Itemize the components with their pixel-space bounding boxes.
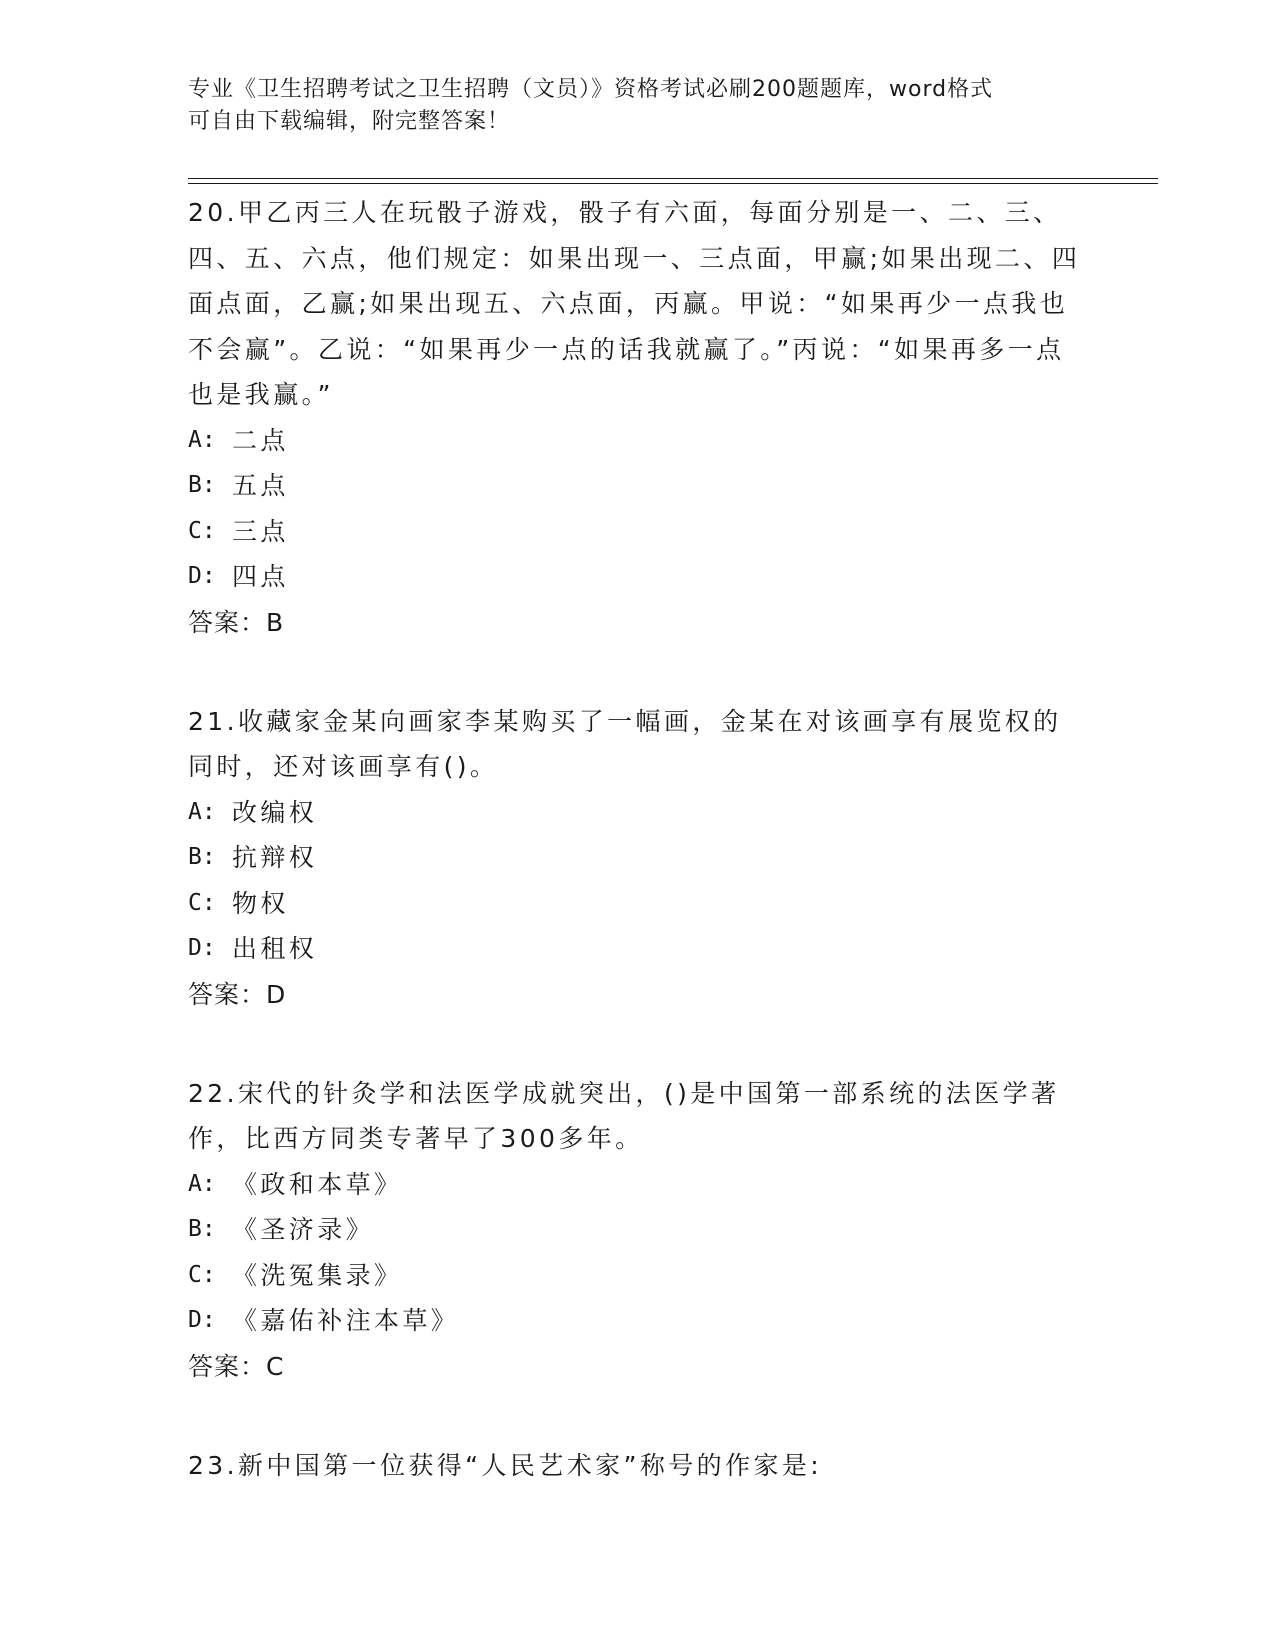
question-21 <box>188 699 1088 1018</box>
option-key: C: <box>188 1261 216 1288</box>
option-a <box>188 418 1088 464</box>
option-text: 抗辩权 <box>232 843 318 872</box>
question-stem: 23.新中国第一位获得“人民艺术家”称号的作家是: <box>188 1450 823 1480</box>
option-text: 出租权 <box>232 934 318 963</box>
question-20 <box>188 190 1088 646</box>
option-text: 改编权 <box>232 797 318 827</box>
answer-line: 答案：D <box>188 979 287 1009</box>
option-key: D: <box>188 563 216 589</box>
option-a <box>188 790 1088 836</box>
question-22 <box>188 1071 1088 1390</box>
option-text: 《嘉佑补注本草》 <box>232 1306 460 1335</box>
option-c <box>188 881 1088 927</box>
option-key: D: <box>188 935 216 961</box>
option-text: 二点 <box>232 425 289 455</box>
option-d <box>188 554 1088 600</box>
option-b <box>188 463 1088 509</box>
option-b <box>188 835 1088 881</box>
option-text: 《圣济录》 <box>232 1215 375 1244</box>
question-23 <box>188 1443 1088 1489</box>
option-text: 物权 <box>232 888 289 918</box>
option-c <box>188 1253 1088 1299</box>
question-stem: 22.宋代的针灸学和法医学成就突出，()是中国第一部系统的法医学著作，比西方同类专著早了300多年。 <box>188 1078 1060 1153</box>
option-key: A: <box>188 426 216 453</box>
option-d <box>188 926 1088 972</box>
option-key: A: <box>188 1170 216 1197</box>
option-b <box>188 1207 1088 1253</box>
option-key: C: <box>188 889 216 916</box>
document-header <box>188 74 1088 138</box>
option-text: 五点 <box>232 471 289 500</box>
header-line-2: 可自由下载编辑，附完整答案！ <box>188 109 511 134</box>
option-text: 四点 <box>232 562 289 591</box>
option-a <box>188 1162 1088 1208</box>
option-d <box>188 1298 1088 1344</box>
question-list <box>188 190 1088 1541</box>
header-divider-top <box>188 178 1158 179</box>
option-c <box>188 509 1088 555</box>
option-key: D: <box>188 1307 216 1333</box>
option-text: 《政和本草》 <box>232 1169 403 1199</box>
option-key: B: <box>188 844 216 870</box>
option-key: B: <box>188 1216 216 1242</box>
answer-line: 答案：C <box>188 1351 285 1381</box>
answer-line: 答案：B <box>188 607 285 637</box>
option-key: C: <box>188 517 216 544</box>
option-text: 《洗冤集录》 <box>232 1260 403 1290</box>
option-key: A: <box>188 798 216 825</box>
header-line-1: 专业《卫生招聘考试之卫生招聘（文员）》资格考试必刷200题题库，word格式 <box>188 77 994 102</box>
question-stem: 21.收藏家金某向画家李某购买了一幅画，金某在对该画享有展览权的同时，还对该画享有()。 <box>188 706 1062 781</box>
question-stem: 20.甲乙丙三人在玩骰子游戏，骰子有六面，每面分别是一、二、三、四、五、六点，他们规定：如果出现一、三点面，甲赢;如果出现二、四面点面，乙赢;如果出现五、六点面，丙赢。甲说：“如果再少一点我也不会赢”。乙说：“如果再少一点的话我就赢了。”丙说：“如果再多一点也是我赢。” <box>188 198 1081 409</box>
header-divider-bottom <box>188 183 1158 184</box>
option-key: B: <box>188 472 216 498</box>
option-text: 三点 <box>232 516 289 546</box>
